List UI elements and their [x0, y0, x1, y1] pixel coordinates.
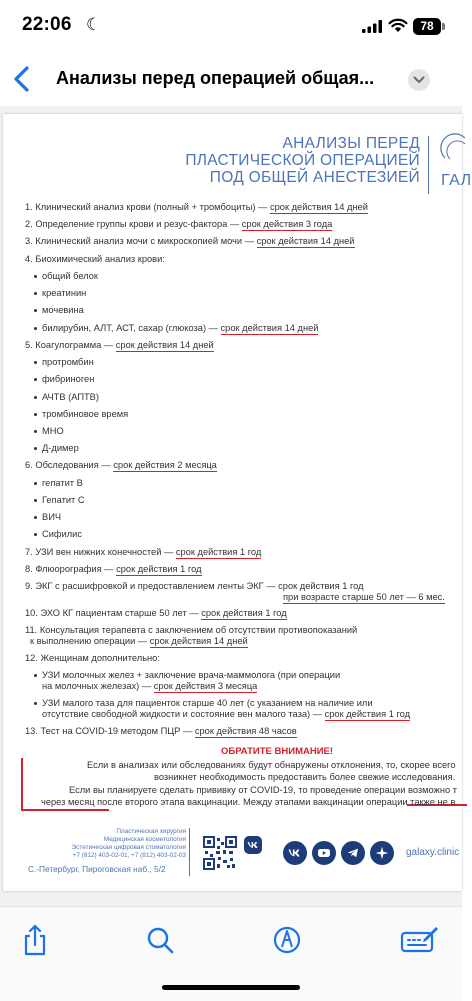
notice-line: возникнет необходимость предоставить более свежие исследования.: [154, 772, 456, 782]
item-text: Сифилис: [42, 529, 83, 539]
nav-bar: [0, 54, 462, 107]
item-text: 10. ЭХО КГ пациентам старше 50 лет —: [25, 608, 202, 618]
notice-border-left: [21, 758, 23, 810]
brand-logo-icon: [441, 132, 465, 166]
item-text: 7. УЗИ вен нижних конечностей —: [25, 547, 176, 557]
item-text: 5. Коагулограмма —: [25, 340, 116, 350]
wifi-icon: [388, 18, 408, 33]
youtube-icon: [316, 845, 332, 861]
item-text: билирубин, АЛТ, АСТ, сахар (глюкоза) —: [42, 323, 221, 333]
item-text: фибриноген: [42, 374, 95, 384]
list-subitem: [34, 698, 373, 709]
list-subitem: [34, 478, 83, 489]
vk-social-button[interactable]: [283, 841, 307, 865]
item-text: мочевина: [42, 305, 84, 315]
list-item-continuation: [283, 592, 445, 603]
list-subitem: [34, 374, 94, 385]
list-subitem: [34, 670, 340, 681]
list-item: [25, 254, 165, 265]
validity-highlight: срок действия 3 месяца: [153, 681, 258, 691]
list-item: [25, 625, 357, 636]
search-icon: [146, 923, 176, 957]
list-subitem: [34, 529, 82, 540]
item-text: Гепатит С: [42, 495, 85, 505]
item-text: УЗИ малого таза для пациенток старше 40 лет (с указанием на наличие или: [42, 698, 373, 708]
bullet: [34, 292, 37, 295]
status-bar: [0, 0, 462, 54]
validity-highlight: срок действия 1 год: [201, 608, 287, 618]
item-text: 4. Биохимический анализ крови:: [25, 254, 165, 264]
signal-icon: [362, 20, 382, 33]
list-subitem: [34, 357, 94, 368]
list-subitem: [34, 392, 99, 403]
website-link[interactable]: galaxy.clinic: [406, 847, 460, 858]
item-text: Д-димер: [42, 443, 79, 453]
list-subitem: [34, 443, 79, 454]
list-item: [25, 653, 160, 664]
list-item: [25, 236, 355, 247]
item-text: отсутствие свободной жидкости и состояние вен малого таза) —: [42, 709, 325, 719]
doc-heading-line: АНАЛИЗЫ ПЕРЕД: [282, 135, 420, 152]
list-item: [25, 581, 364, 592]
validity-highlight: срок действия 14 дней: [269, 202, 368, 212]
list-subitem: [34, 426, 64, 437]
bullet: [34, 378, 37, 381]
doc-heading: [185, 135, 420, 186]
bullet: [34, 430, 37, 433]
notice-line: через месяц после второго этапа вакцинации. Между этапами вакцинации операции также не в: [41, 797, 456, 807]
item-text: 13. Тест на COVID-19 методом ПЦР —: [25, 726, 195, 736]
list-subitem: [34, 271, 98, 282]
list-item: [25, 564, 202, 575]
chevron-down-icon: [413, 76, 425, 84]
item-text: 2. Определение группы крови и резус-фактора —: [25, 219, 242, 229]
item-text: к выполнению операции —: [30, 636, 150, 646]
search-button[interactable]: [146, 923, 176, 957]
footer-service: Медицинская косметология: [103, 836, 186, 843]
document-title: Анализы перед операцией общая...: [56, 68, 375, 88]
validity-highlight: срок действия 14 дней: [149, 636, 248, 646]
item-text: тромбиновое время: [42, 409, 129, 419]
bullet: [34, 533, 37, 536]
list-item: [25, 608, 287, 619]
item-text: 8. Флюорография —: [25, 564, 117, 574]
notice-border-bottom: [21, 809, 109, 811]
item-text: 6. Обследования —: [25, 460, 114, 470]
list-item: [25, 460, 217, 471]
item-text: АЧТВ (АПТВ): [42, 392, 99, 402]
footer-phones: +7 (812) 403-02-01, +7 (812) 403-02-03: [72, 852, 186, 859]
notice-title: ОБРАТИТЕ ВНИМАНИЕ!: [221, 746, 334, 757]
telegram-icon: [345, 845, 361, 861]
markup-button[interactable]: [272, 923, 302, 957]
list-subitem: [34, 323, 318, 334]
title-menu-button[interactable]: [408, 69, 430, 91]
validity-highlight: срок действия 2 месяца: [113, 460, 217, 470]
bullet: [34, 413, 37, 416]
status-time: 22:06: [22, 14, 72, 35]
list-subitem: [34, 512, 61, 523]
item-text: 11. Консультация терапевта с заключением об отсутствии противопоказаний: [25, 625, 358, 635]
brand-divider: [428, 136, 429, 194]
share-button[interactable]: [20, 923, 50, 957]
item-text: 1. Клинический анализ крови (полный + тромбоциты) —: [25, 202, 270, 212]
telegram-social-button[interactable]: [341, 841, 365, 865]
footer-service: Пластическая хирургия: [116, 828, 186, 835]
bullet: [34, 396, 37, 399]
list-subitem: [34, 305, 84, 316]
list-subitem: [34, 409, 128, 420]
share-icon: [20, 923, 50, 957]
bullet: [34, 674, 37, 677]
validity-highlight: срок действия 14 дней: [115, 340, 214, 350]
validity-highlight: срок действия 1 год: [116, 564, 202, 574]
battery-icon: 78: [413, 18, 441, 35]
validity-highlight: при возрасте старше 50 лет — 6 мес.: [283, 592, 445, 602]
document-viewer[interactable]: [0, 106, 472, 906]
edit-icon: [400, 923, 440, 957]
notice-line: Если в анализах или обследованиях будут обнаружены отклонения, то, скорее всего: [87, 760, 456, 770]
item-text: УЗИ молочных желез + заключение врача-маммолога (при операции: [42, 670, 341, 680]
youtube-social-button[interactable]: [312, 841, 336, 865]
home-indicator: [162, 985, 300, 990]
bullet: [34, 447, 37, 450]
notice-line: Если вы планируете сделать прививку от COVID-19, то проведение операции возможно т: [69, 785, 457, 795]
doc-heading-line: ПЛАСТИЧЕСКОЙ ОПЕРАЦИЕЙ: [185, 152, 420, 169]
item-text: ВИЧ: [42, 512, 62, 522]
bullet: [34, 275, 37, 278]
doc-heading-line: ПОД ОБЩЕЙ АНЕСТЕЗИЕЙ: [209, 169, 420, 186]
markup-icon: [272, 923, 302, 957]
item-text: креатинин: [42, 288, 87, 298]
list-subitem: [34, 288, 86, 299]
item-text: 12. Женщинам дополнительно:: [25, 653, 160, 663]
star-social-button[interactable]: [370, 841, 394, 865]
vk-icon: [244, 836, 262, 854]
back-button[interactable]: [10, 62, 34, 96]
bullet: [34, 327, 37, 330]
list-subitem: [34, 495, 85, 506]
list-item-continuation: [30, 636, 248, 647]
bullet: [34, 499, 37, 502]
star-icon: [374, 845, 390, 861]
brand-name: ГАЛ: [441, 172, 472, 189]
item-text: 3. Клинический анализ мочи с микроскопией мочи —: [25, 236, 257, 246]
list-item: [25, 219, 332, 230]
list-item-continuation: [42, 681, 257, 692]
list-item-continuation: [42, 709, 410, 720]
validity-highlight: срок действия 1 год: [324, 709, 411, 719]
list-item: [25, 547, 261, 558]
moon-icon: ☾: [86, 15, 102, 34]
footer-divider: [189, 828, 190, 876]
footer-address: С.-Петербург, Пироговская наб., 5/2: [28, 864, 166, 874]
list-item: [25, 726, 297, 737]
item-text: на молочных железах) —: [42, 681, 154, 691]
footer-service: Эстетическая цифровая стоматология: [71, 844, 186, 851]
validity-highlight: срок действия 1 год: [175, 547, 262, 557]
bullet: [34, 516, 37, 519]
chevron-left-icon: [10, 62, 34, 96]
validity-highlight: срок действия 3 года: [241, 219, 333, 229]
edit-button[interactable]: [400, 923, 440, 957]
validity-highlight: срок действия 14 дней: [220, 323, 319, 333]
item-text: протромбин: [42, 357, 94, 367]
list-item: [25, 340, 214, 351]
item-text: общий белок: [42, 271, 98, 281]
item-text: МНО: [42, 426, 64, 436]
vk-icon: [287, 845, 303, 861]
bullet: [34, 702, 37, 705]
validity-highlight: срок действия 48 часов: [194, 726, 297, 736]
item-text: гепатит В: [42, 478, 83, 488]
validity-highlight: срок действия 14 дней: [256, 236, 355, 246]
battery-nub: [442, 23, 445, 30]
bullet: [34, 361, 37, 364]
document-page: [3, 114, 472, 891]
qr-code-icon: [203, 836, 237, 870]
list-item: [25, 202, 368, 213]
item-text: 9. ЭКГ с расшифровкой и предоставлением ленты ЭКГ — срок действия 1 год: [25, 581, 364, 591]
bullet: [34, 309, 37, 312]
bullet: [34, 482, 37, 485]
